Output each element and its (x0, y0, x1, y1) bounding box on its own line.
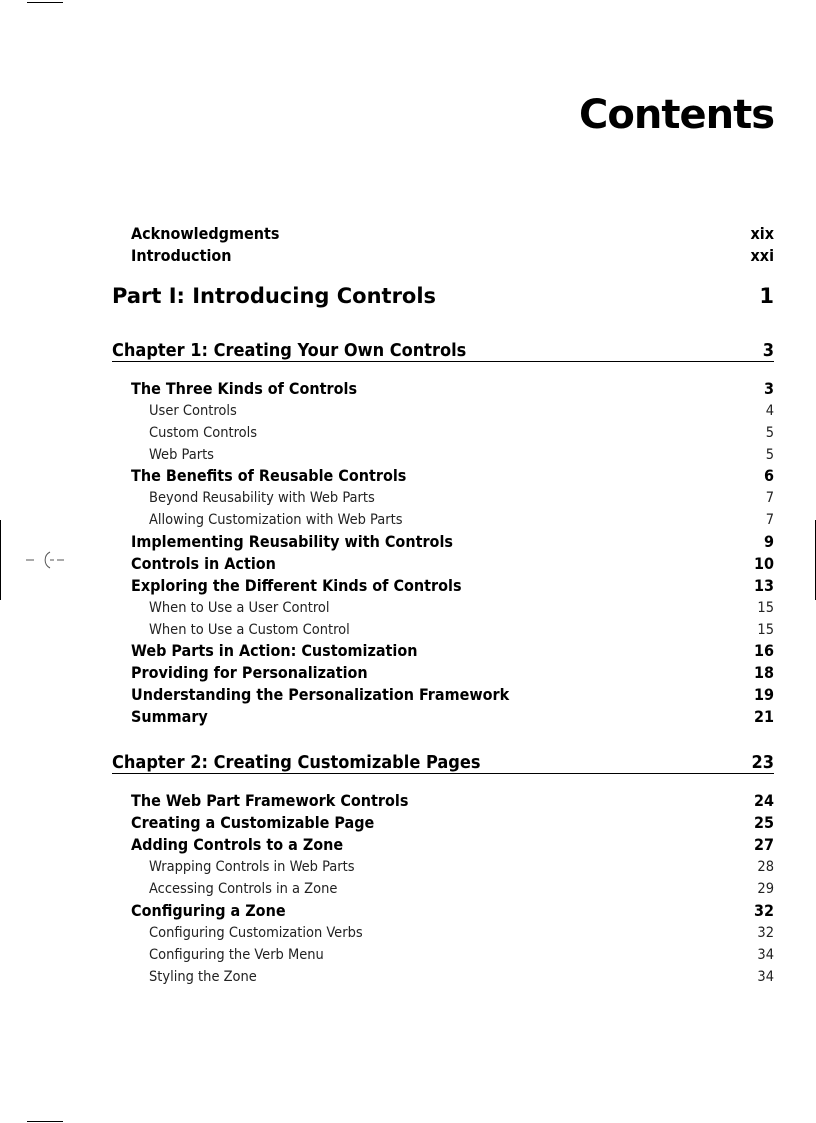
toc-chapter-title: Chapter 2: Creating Customizable Pages (112, 752, 481, 773)
toc-subsection-title: Accessing Controls in a Zone (149, 881, 338, 897)
toc-subsection[interactable] (0, 487, 816, 509)
toc-subsection-page: 28 (757, 859, 774, 875)
toc-section-page: 32 (753, 901, 774, 920)
toc-section[interactable] (0, 465, 816, 487)
toc-part-page: 1 (759, 284, 774, 308)
toc-section-page: 9 (763, 532, 774, 551)
toc-section-title: Exploring the Different Kinds of Controls (131, 576, 462, 595)
toc-subsection-title: User Controls (149, 403, 237, 419)
toc-section-title: Summary (131, 707, 208, 726)
toc-part-1[interactable] (0, 281, 816, 311)
toc-subsection-page: 5 (765, 447, 774, 463)
toc-subsection-title: Allowing Customization with Web Parts (149, 512, 403, 528)
toc-section-page: 21 (753, 707, 774, 726)
toc-chapter-2[interactable] (0, 750, 816, 776)
toc-subsection-title: Web Parts (149, 447, 214, 463)
toc-section[interactable] (0, 378, 816, 400)
toc-entry-acknowledgments[interactable] (0, 223, 816, 245)
toc-subsection[interactable] (0, 509, 816, 531)
toc-subsection[interactable] (0, 922, 816, 944)
toc-section[interactable] (0, 640, 816, 662)
toc-subsection-title: Styling the Zone (149, 969, 257, 985)
toc-chapter-1[interactable] (0, 338, 816, 364)
toc-subsection-title: Custom Controls (149, 425, 258, 441)
toc-section-title: Controls in Action (131, 554, 276, 573)
toc-entry-introduction[interactable] (0, 245, 816, 267)
toc-section-page: 16 (753, 641, 774, 660)
toc-section-page: 18 (753, 663, 774, 682)
toc-section-title: Providing for Personalization (131, 663, 368, 682)
toc-subsection-page: 7 (765, 490, 774, 506)
toc-entry-page: xix (750, 224, 774, 243)
toc-subsection[interactable] (0, 619, 816, 641)
toc-part-title: Part I: Introducing Controls (112, 284, 437, 308)
toc-subsection-page: 32 (757, 925, 774, 941)
toc-section-page: 24 (753, 791, 774, 810)
toc-subsection-page: 7 (765, 512, 774, 528)
toc-section[interactable] (0, 553, 816, 575)
toc-subsection-page: 29 (757, 881, 774, 897)
toc-subsection-page: 15 (757, 622, 774, 638)
toc-subsection-page: 34 (757, 947, 774, 963)
toc-subsection[interactable] (0, 878, 816, 900)
toc-section-title: The Three Kinds of Controls (131, 379, 358, 398)
toc-section-title: Web Parts in Action: Customization (131, 641, 418, 660)
toc-section-page: 3 (763, 379, 774, 398)
toc-section-title: Configuring a Zone (131, 901, 286, 920)
toc-section[interactable] (0, 662, 816, 684)
toc-section-title: The Web Part Framework Controls (131, 791, 409, 810)
toc-section[interactable] (0, 531, 816, 553)
toc-subsection-title: Wrapping Controls in Web Parts (149, 859, 355, 875)
toc-subsection[interactable] (0, 966, 816, 988)
chapter-underline (112, 773, 774, 774)
toc-subsection[interactable] (0, 444, 816, 466)
toc-chapter-page: 3 (762, 340, 774, 361)
toc-entry-title: Acknowledgments (131, 224, 280, 243)
toc-section-title: The Benefits of Reusable Controls (131, 466, 407, 485)
toc-subsection-title: When to Use a Custom Control (149, 622, 350, 638)
toc-section-page: 19 (753, 685, 774, 704)
toc-section[interactable] (0, 684, 816, 706)
toc-section-title: Understanding the Personalization Framework (131, 685, 510, 704)
crop-mark-bottom-left (27, 1121, 63, 1122)
toc-subsection-page: 34 (757, 969, 774, 985)
toc-section[interactable] (0, 812, 816, 834)
toc-section[interactable] (0, 900, 816, 922)
toc-chapter-title: Chapter 1: Creating Your Own Controls (112, 340, 467, 361)
toc-section[interactable] (0, 834, 816, 856)
toc-section-page: 13 (753, 576, 774, 595)
toc-subsection-title: Configuring Customization Verbs (149, 925, 363, 941)
toc-chapter-page: 23 (751, 752, 774, 773)
toc-subsection-page: 15 (757, 600, 774, 616)
toc-subsection-title: Configuring the Verb Menu (149, 947, 324, 963)
toc-section-page: 25 (753, 813, 774, 832)
toc-section-title: Implementing Reusability with Controls (131, 532, 453, 551)
toc-entry-page: xxi (750, 246, 774, 265)
toc-section[interactable] (0, 706, 816, 728)
toc-section-page: 6 (763, 466, 774, 485)
toc-section-page: 27 (753, 835, 774, 854)
toc-subsection-page: 5 (765, 425, 774, 441)
toc-subsection[interactable] (0, 422, 816, 444)
toc-section-page: 10 (753, 554, 774, 573)
toc-subsection[interactable] (0, 944, 816, 966)
page-title: Contents (579, 92, 774, 138)
toc-section-title: Creating a Customizable Page (131, 813, 375, 832)
toc-subsection[interactable] (0, 597, 816, 619)
toc-subsection[interactable] (0, 856, 816, 878)
crop-mark-top-left (27, 2, 63, 3)
toc-section-title: Adding Controls to a Zone (131, 835, 344, 854)
toc-subsection-title: Beyond Reusability with Web Parts (149, 490, 375, 506)
toc-subsection-title: When to Use a User Control (149, 600, 330, 616)
toc-subsection[interactable] (0, 400, 816, 422)
chapter-underline (112, 361, 774, 362)
toc-section[interactable] (0, 790, 816, 812)
toc-subsection-page: 4 (765, 403, 774, 419)
toc-section[interactable] (0, 575, 816, 597)
toc-entry-title: Introduction (131, 246, 232, 265)
